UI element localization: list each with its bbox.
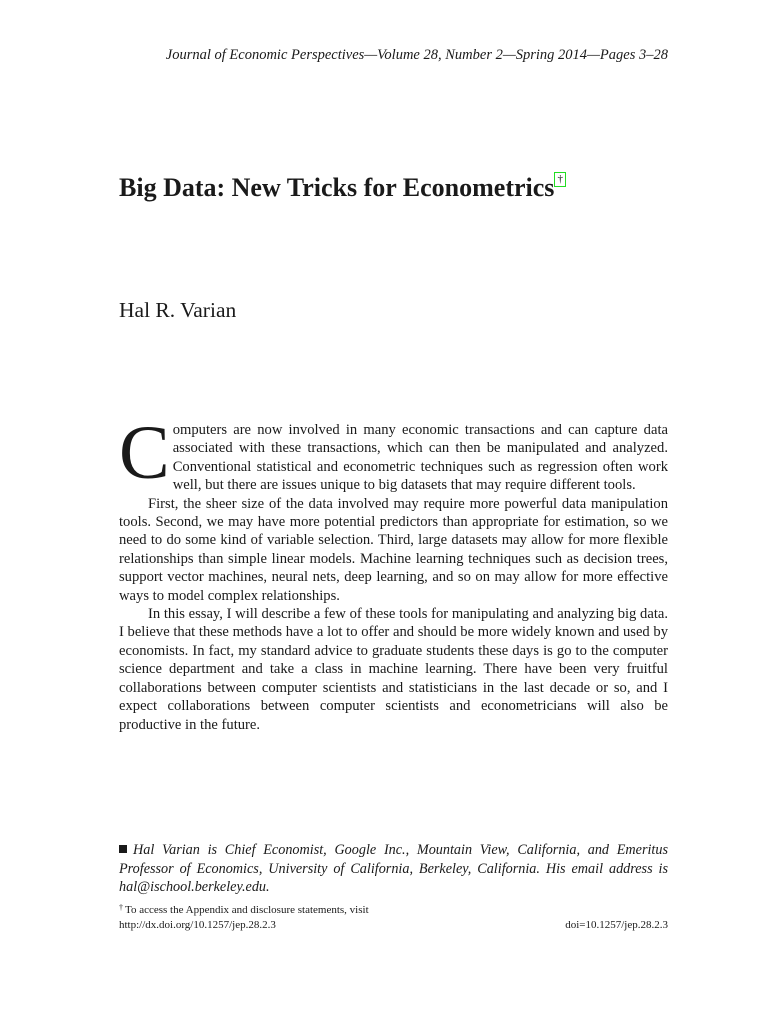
drop-cap: C bbox=[119, 411, 170, 495]
article-body bbox=[119, 411, 668, 734]
author-bio bbox=[119, 841, 668, 897]
body-paragraph-1 bbox=[119, 411, 668, 495]
bio-square-bullet-icon bbox=[119, 845, 127, 853]
running-head: Journal of Economic Perspectives—Volume 28, Number 2—Spring 2014—Pages 3–28 bbox=[165, 47, 668, 63]
title-footnote-link[interactable]: † bbox=[554, 172, 566, 187]
footnote-doi: doi=10.1257/jep.28.2.3 bbox=[565, 918, 668, 931]
article-title bbox=[119, 170, 566, 206]
footnote-line-1 bbox=[119, 903, 668, 918]
body-paragraph-2: First, the sheer size of the data involved may require more powerful data manipulation tools. Second, we may have more potential predictors than appropriate for estimation, so we need to do some kind of variable selection. Third, large datasets may allow for more flexible relationships than simple linear models. Machine learning techniques such as decision trees, support vector machines, neural nets, deep learning, and so on may allow for more effective ways to model complex relationships. bbox=[119, 495, 668, 604]
author-name: Hal R. Varian bbox=[119, 298, 237, 322]
body-paragraph-1-text: omputers are now involved in many economic transactions and can capture data associated with these transactions, which can then be manipulated and analyzed. Conventional statistical and econometric techniques such as regression often work well, but there are issues unique to big datasets that may require different tools. bbox=[172, 422, 668, 494]
footnote-line-2 bbox=[119, 918, 668, 933]
body-paragraph-3: In this essay, I will describe a few of these tools for manipulating and analyzing big data. I believe that these methods have a lot to offer and should be more widely known and used by economists. In fact, my standard advice to graduate students these days is go to the computer science department and take a class in machine learning. There have been very fruitful collaborations between computer scientists and statisticians in the last decade or so, and I expect collaborations between computer scientists and econometricians will also be productive in the future. bbox=[119, 606, 668, 733]
footnote-mark: † bbox=[119, 903, 123, 912]
footnote bbox=[119, 903, 668, 932]
author-bio-text: Hal Varian is Chief Economist, Google Inc., Mountain View, California, and Emeritus Professor of Economics, University of California, Berkeley, California. His email address is hal@ischool.berkeley.edu. bbox=[119, 842, 668, 895]
article-title-text: Big Data: New Tricks for Econometrics bbox=[119, 173, 555, 202]
footnote-url-link[interactable]: http://dx.doi.org/10.1257/jep.28.2.3 bbox=[119, 918, 276, 931]
footnote-text: To access the Appendix and disclosure statements, visit bbox=[125, 904, 369, 916]
